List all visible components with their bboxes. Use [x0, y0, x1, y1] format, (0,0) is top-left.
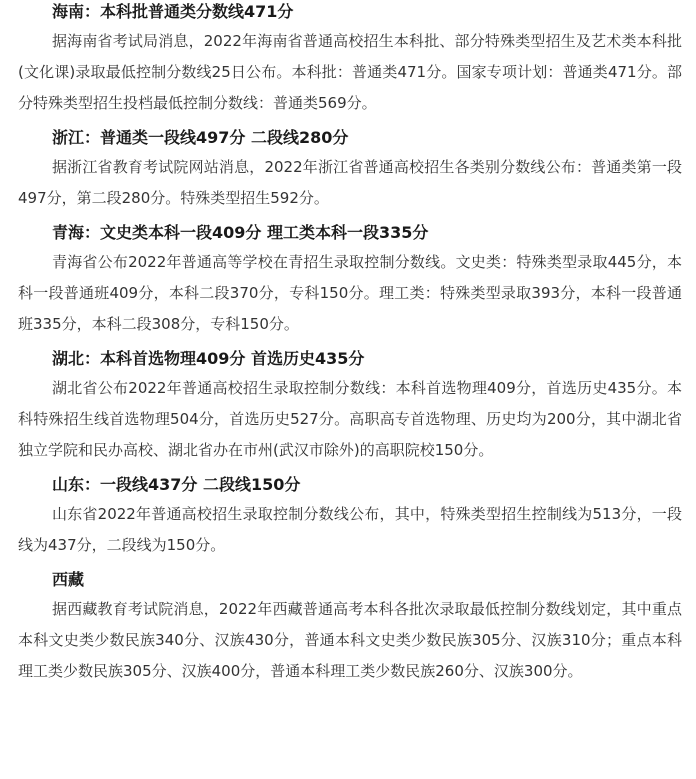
section-heading: 浙江：普通类一段线497分 二段线280分	[52, 128, 349, 147]
section-heading: 山东：一段线437分 二段线150分	[52, 475, 301, 494]
section-qinghai	[18, 223, 682, 340]
section-heading: 海南：本科批普通类分数线471分	[52, 2, 294, 21]
section-shandong	[18, 475, 682, 561]
section-paragraph: 据海南省考试局消息，2022年海南省普通高校招生本科批、部分特殊类型招生及艺术类本科批(文化课)录取最低控制分数线25日公布。本科批：普通类471分。国家专项计划：普通类471分。部分特殊类型招生投档最低控制分数线：普通类569分。	[18, 32, 682, 112]
section-heading: 青海：文史类本科一段409分 理工类本科一段335分	[52, 223, 429, 242]
section-hubei	[18, 349, 682, 466]
section-paragraph: 据浙江省教育考试院网站消息，2022年浙江省普通高校招生各类别分数线公布：普通类第一段497分，第二段280分。特殊类型招生592分。	[18, 158, 682, 207]
section-paragraph: 青海省公布2022年普通高等学校在青招生录取控制分数线。文史类：特殊类型录取445分，本科一段普通班409分，本科二段370分，专科150分。理工类：特殊类型录取393分，本科一段普通班335分，本科二段308分，专科150分。	[18, 253, 682, 333]
section-paragraph: 湖北省公布2022年普通高校招生录取控制分数线：本科首选物理409分，首选历史435分。本科特殊招生线首选物理504分，首选历史527分。高职高专首选物理、历史均为200分，其中湖北省独立学院和民办高校、湖北省办在市州(武汉市除外)的高职院校150分。	[18, 379, 682, 459]
section-paragraph: 山东省2022年普通高校招生录取控制分数线公布，其中，特殊类型招生控制线为513分，一段线为437分，二段线为150分。	[18, 505, 682, 554]
section-paragraph: 据西藏教育考试院消息，2022年西藏普通高考本科各批次录取最低控制分数线划定，其中重点本科文史类少数民族340分、汉族430分，普通本科文史类少数民族305分、汉族310分；重点本科理工类少数民族305分、汉族400分，普通本科理工类少数民族260分、汉族300分。	[18, 600, 682, 680]
section-xizang	[18, 570, 682, 687]
section-hainan	[18, 2, 682, 119]
section-zhejiang	[18, 128, 682, 214]
section-heading: 西藏	[52, 570, 85, 589]
section-heading: 湖北：本科首选物理409分 首选历史435分	[52, 349, 365, 368]
